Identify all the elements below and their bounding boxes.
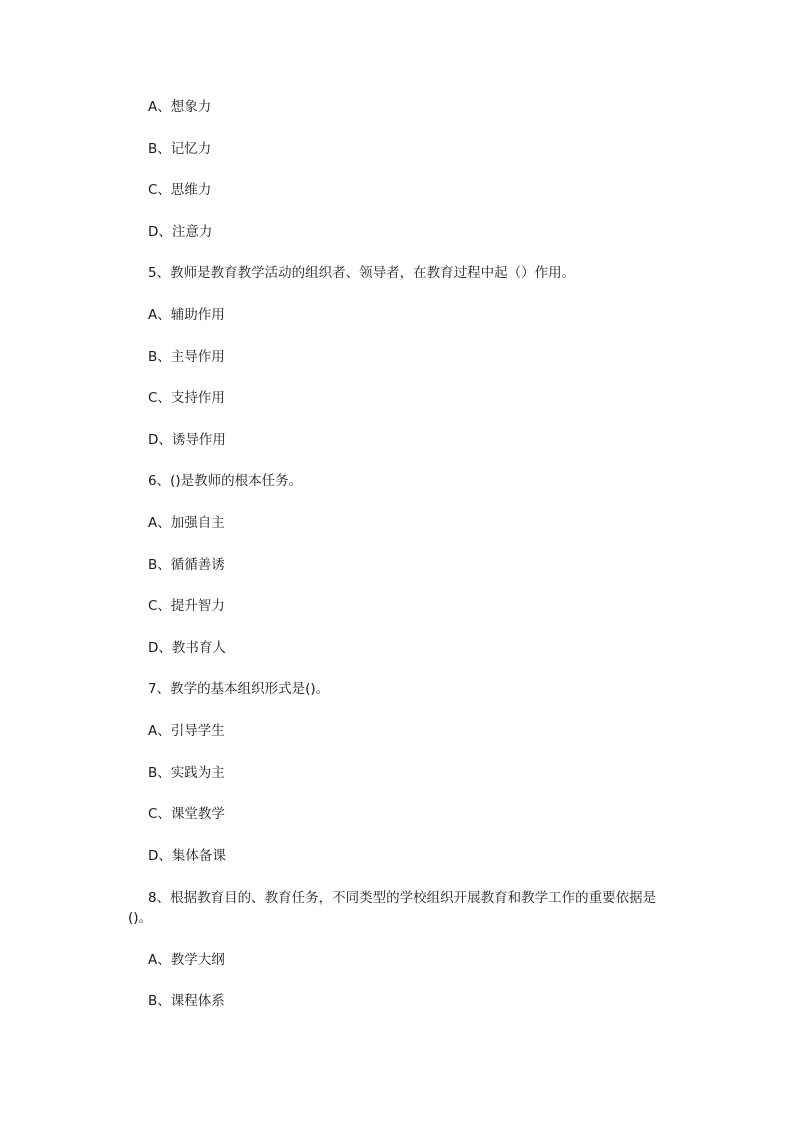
q4-option-a: A、想象力 <box>148 99 212 115</box>
q7-option-c: C、课堂教学 <box>148 806 225 822</box>
q6-stem: 6、()是教师的根本任务。 <box>148 473 303 489</box>
q5-option-a: A、辅助作用 <box>148 307 225 323</box>
q7-option-a: A、引导学生 <box>148 723 225 739</box>
q7-option-d: D、集体备课 <box>148 848 226 864</box>
q5-option-c: C、支持作用 <box>148 390 225 406</box>
q6-option-a: A、加强自主 <box>148 515 225 531</box>
q4-option-c: C、思维力 <box>148 182 212 198</box>
q6-option-b: B、循循善诱 <box>148 557 225 573</box>
q5-option-d: D、诱导作用 <box>148 432 226 448</box>
q5-option-b: B、主导作用 <box>148 349 225 365</box>
q6-option-d: D、教书育人 <box>148 640 226 656</box>
q8-option-b: B、课程体系 <box>148 993 225 1009</box>
q4-option-d: D、注意力 <box>148 224 213 240</box>
q7-stem: 7、教学的基本组织形式是()。 <box>148 681 330 697</box>
q8-option-a: A、教学大纲 <box>148 952 225 968</box>
q5-stem: 5、教师是教育教学活动的组织者、领导者，在教育过程中起（）作用。 <box>148 265 576 281</box>
q7-option-b: B、实践为主 <box>148 765 225 781</box>
q6-option-c: C、提升智力 <box>148 598 225 614</box>
q8-stem: 8、根据教育目的、教育任务，不同类型的学校组织开展教育和教学工作的重要依据是()。 <box>128 890 657 926</box>
q4-option-b: B、记忆力 <box>148 141 212 157</box>
